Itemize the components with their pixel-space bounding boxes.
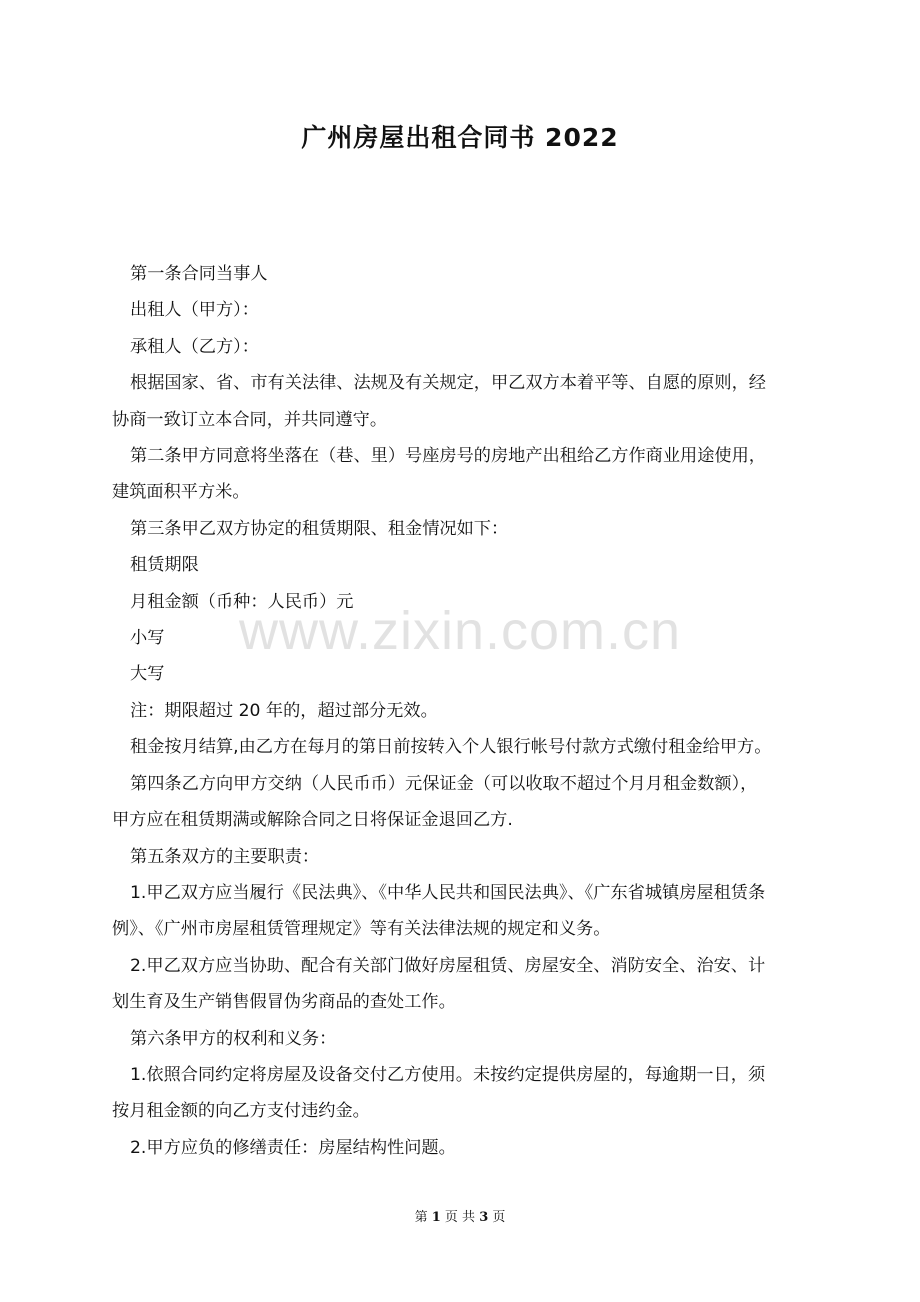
paragraph-line: 承租人（乙方）： <box>130 336 259 357</box>
paragraph <box>112 329 812 365</box>
paragraph-line: 2.甲乙双方应当协助、配合有关部门做好房屋租赁、房屋安全、消防安全、治安、计 <box>130 955 766 976</box>
paragraph <box>112 875 812 948</box>
footer-middle: 页 共 <box>444 1210 476 1225</box>
paragraph-line: 甲方应在租赁期满或解除合同之日将保证金退回乙方. <box>112 810 513 831</box>
paragraph <box>112 1057 812 1130</box>
footer-suffix: 页 <box>492 1210 506 1225</box>
watermark: www.zixin.com.cn <box>238 601 682 661</box>
paragraph-line: 第三条甲乙双方协定的租赁期限、租金情况如下： <box>130 518 509 539</box>
paragraph-line: 租金按月结算,由乙方在每月的第日前按转入个人银行帐号付款方式缴付租金给甲方。 <box>130 737 772 758</box>
paragraph <box>112 766 812 839</box>
paragraph <box>112 292 812 328</box>
paragraph-line: 根据国家、省、市有关法律、法规及有关规定，甲乙双方本着平等、自愿的原则，经 <box>130 373 766 394</box>
paragraph-line: 划生育及生产销售假冒伪劣商品的查处工作。 <box>112 992 456 1013</box>
paragraph-line: 第二条甲方同意将坐落在（巷、里）号座房号的房地产出租给乙方作商业用途使用， <box>130 446 766 467</box>
paragraph-line: 第六条甲方的权利和义务： <box>130 1028 337 1049</box>
paragraph <box>112 1021 812 1057</box>
footer-total-pages: 3 <box>479 1210 489 1225</box>
paragraph <box>112 839 812 875</box>
paragraph-line: 1.甲乙双方应当履行《民法典》、《中华人民共和国民法典》、《广东省城镇房屋租赁条 <box>130 882 766 903</box>
paragraph-line: 建筑面积平方米。 <box>112 482 250 503</box>
paragraph <box>112 584 812 620</box>
paragraph-line: 第一条合同当事人 <box>130 264 268 284</box>
paragraph <box>112 656 812 692</box>
paragraph-line: 出租人（甲方）： <box>130 300 259 321</box>
paragraph-line: 1.依照合同约定将房屋及设备交付乙方使用。未按约定提供房屋的，每逾期一日，须 <box>130 1064 766 1085</box>
page-footer <box>0 1206 920 1225</box>
paragraph-line: 注：期限超过 20 年的，超过部分无效。 <box>130 700 438 721</box>
document-title: 广州房屋出租合同书 2022 <box>301 123 619 152</box>
footer-current-page: 1 <box>431 1210 441 1225</box>
paragraph <box>112 511 812 547</box>
paragraph <box>112 547 812 583</box>
paragraph <box>112 1130 812 1166</box>
paragraph <box>112 256 812 292</box>
paragraph-line: 租赁期限 <box>130 555 199 576</box>
paragraph-line: 月租金额（币种：人民币）元 <box>130 591 354 612</box>
paragraph <box>112 620 812 656</box>
paragraph <box>112 438 812 511</box>
paragraph-line: 协商一致订立本合同，并共同遵守。 <box>112 409 388 430</box>
paragraph-line: 第五条双方的主要职责： <box>130 846 320 867</box>
paragraph <box>112 365 812 438</box>
paragraph-line: 小写 <box>130 628 165 649</box>
document-body <box>112 256 812 1166</box>
footer-prefix: 第 <box>414 1210 428 1225</box>
paragraph <box>112 948 812 1021</box>
paragraph <box>112 693 812 729</box>
paragraph-line: 例》、《广州市房屋租赁管理规定》等有关法律法规的规定和义务。 <box>112 919 611 940</box>
paragraph <box>112 729 812 765</box>
paragraph-line: 第四条乙方向甲方交纳（人民币币）元保证金（可以收取不超过个月月租金数额）， <box>130 773 758 794</box>
paragraph-line: 按月租金额的向乙方支付违约金。 <box>112 1101 370 1122</box>
paragraph-line: 2.甲方应负的修缮责任：房屋结构性问题。 <box>130 1137 456 1158</box>
paragraph-line: 大写 <box>130 664 165 685</box>
